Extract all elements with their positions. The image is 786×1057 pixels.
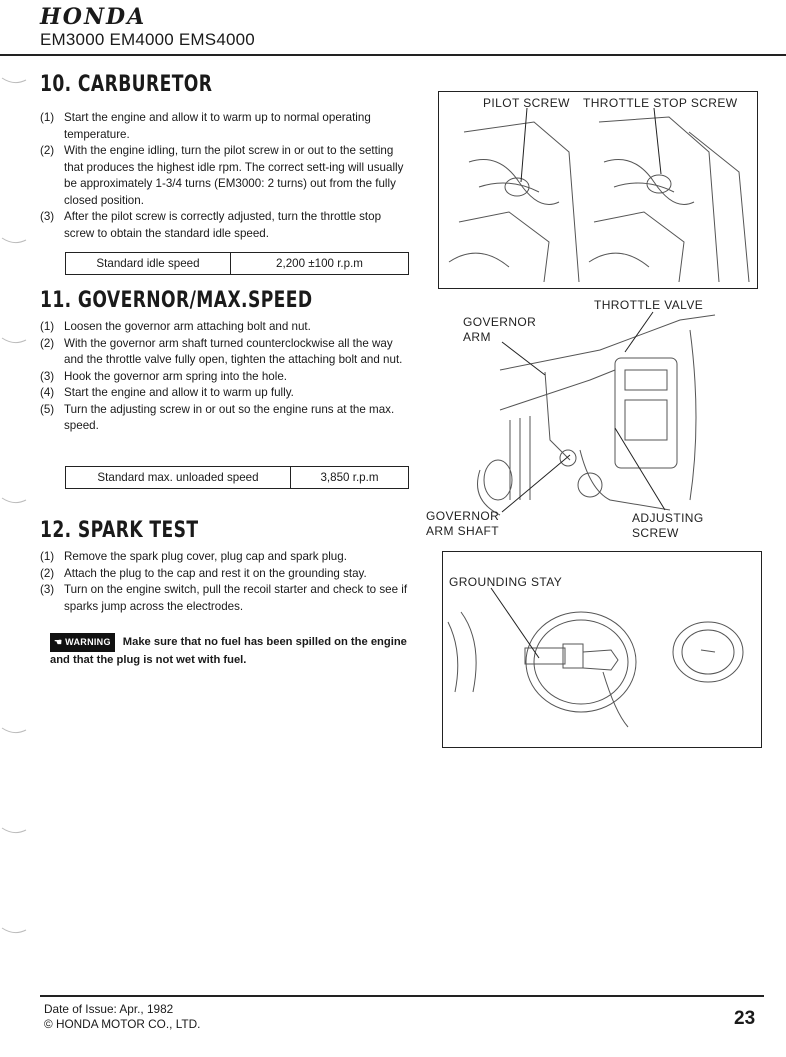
list-item: (2) Attach the plug to the cap and rest it on the grounding stay. <box>40 566 367 580</box>
figure-carburetor <box>438 91 758 289</box>
carburetor-steps <box>40 110 408 242</box>
footer-info <box>44 1002 200 1032</box>
list-item: (3) Hook the governor arm spring into the hole. <box>40 369 287 383</box>
warning-badge: ☚ WARNING <box>50 633 115 652</box>
spec-table-max-speed <box>65 466 409 489</box>
spec-value: 3,850 r.p.m <box>320 471 379 484</box>
list-item: (5) Turn the adjusting screw in or out so the engine runs at the max. speed. <box>40 402 395 432</box>
spec-table-idle <box>65 252 409 275</box>
label-governor-arm-shaft: GOVERNOR ARM SHAFT <box>426 509 500 538</box>
section-title-governor: 11. GOVERNOR/MAX.SPEED <box>40 288 313 313</box>
section-title-spark-test: 12. SPARK TEST <box>40 518 199 543</box>
list-item: (4) Start the engine and allow it to warm up fully. <box>40 386 294 399</box>
spec-label: Standard max. unloaded speed <box>66 467 291 488</box>
label-governor-arm: GOVERNOR ARM <box>463 315 537 344</box>
footer-rule <box>40 995 764 997</box>
label-pilot-screw: PILOT SCREW <box>483 96 570 110</box>
list-item: (2) With the governor arm shaft turned counterclockwise all the way and the throttle valve fully open, tighten the attaching bolt and nut. <box>40 336 403 366</box>
governor-steps <box>40 319 410 435</box>
warning-hand-icon: ☚ <box>54 637 66 647</box>
model-list: EM3000 EM4000 EMS4000 <box>40 30 255 49</box>
warning-note: ☚ WARNING Make sure that no fuel has been spilled on the engine and that the plug is not wet with fuel. <box>50 633 412 669</box>
brand-logo: HONDA <box>40 4 147 30</box>
carburetor-illustration <box>439 92 757 288</box>
list-item: (3) After the pilot screw is correctly adjusted, turn the throttle stop screw to obtain the standard idle speed. <box>40 210 382 240</box>
spec-label: Standard idle speed <box>66 253 231 274</box>
list-item: (3) Turn on the engine switch, pull the recoil starter and check to see if sparks jump across the electrodes. <box>40 583 408 613</box>
list-item: (2) With the engine idling, turn the pilot screw in or out to the setting that produces the highest idle rpm. The correct sett-ing will usually be approximately 1-3/4 turns (EM3000: 2 turns) out from the fully closed position. <box>40 144 404 207</box>
binding-hole-marks <box>0 60 30 960</box>
label-throttle-valve: THROTTLE VALVE <box>594 298 704 312</box>
spec-value: 2,200 ±100 r.p.m <box>276 257 363 270</box>
list-item: (1) Start the engine and allow it to warm up to normal operating temperature. <box>40 111 371 141</box>
list-item: (1) Remove the spark plug cover, plug cap and spark plug. <box>40 550 347 563</box>
label-adjusting-screw: ADJUSTING SCREW <box>632 511 704 540</box>
issue-date: Date of Issue: Apr., 1982 <box>44 1002 174 1016</box>
page-number: 23 <box>734 1008 756 1029</box>
spark-steps <box>40 549 412 615</box>
figure-spark-test <box>442 551 762 748</box>
section-title-carburetor: 10. CARBURETOR <box>40 72 213 97</box>
copyright: © HONDA MOTOR CO., LTD. <box>44 1017 201 1031</box>
list-item: (1) Loosen the governor arm attaching bolt and nut. <box>40 320 311 333</box>
header-rule <box>0 54 786 56</box>
label-throttle-stop-screw: THROTTLE STOP SCREW <box>583 96 738 110</box>
label-grounding-stay: GROUNDING STAY <box>449 575 563 589</box>
